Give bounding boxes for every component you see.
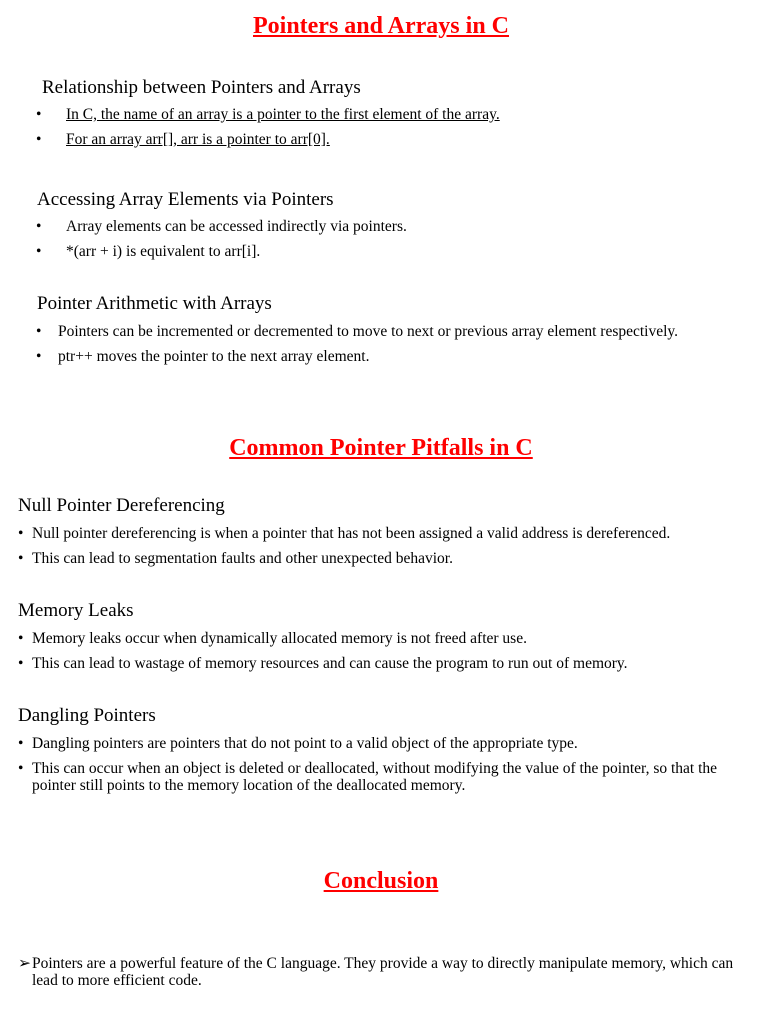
bullet-icon: • bbox=[18, 735, 24, 752]
bullet-list-dangling-pointers bbox=[18, 735, 748, 802]
bullet-list-relationship bbox=[36, 106, 736, 156]
section-title-pitfalls: Common Pointer Pitfalls in C bbox=[229, 435, 533, 461]
bullet-list-arithmetic bbox=[36, 323, 746, 373]
list-item: • This can lead to segmentation faults and other unexpected behavior. bbox=[18, 550, 453, 567]
heading-accessing: Accessing Array Elements via Pointers bbox=[37, 189, 334, 210]
bullet-icon: • bbox=[18, 630, 24, 647]
bullet-icon: • bbox=[36, 131, 42, 148]
list-item: • Dangling pointers are pointers that do not point to a valid object of the appropriate type. bbox=[18, 735, 578, 752]
section-title-conclusion: Conclusion bbox=[323, 868, 439, 894]
bullet-icon: • bbox=[36, 243, 42, 260]
list-item: • This can occur when an object is deleted or deallocated, without modifying the value of the pointer, so that the pointer still points to the memory location of the deallocated memory. bbox=[18, 760, 718, 794]
bullet-list-accessing bbox=[36, 218, 736, 268]
list-item: • Array elements can be accessed indirectly via pointers. bbox=[36, 218, 407, 235]
bullet-list-memory-leaks bbox=[18, 630, 748, 680]
list-item: ➢ Pointers are a powerful feature of the C language. They provide a way to directly manipulate memory, which can lead to more efficient code. bbox=[18, 955, 734, 989]
list-item: • This can lead to wastage of memory resources and can cause the program to run out of memory. bbox=[18, 655, 628, 672]
heading-memory-leaks: Memory Leaks bbox=[18, 600, 134, 621]
bullet-icon: • bbox=[36, 106, 42, 123]
section-title-pointers-arrays: Pointers and Arrays in C bbox=[252, 13, 509, 39]
list-item: • For an array arr[], arr is a pointer to arr[0]. bbox=[36, 131, 330, 148]
heading-relationship: Relationship between Pointers and Arrays bbox=[42, 77, 361, 98]
list-item: • Null pointer dereferencing is when a pointer that has not been assigned a valid address is dereferenced. bbox=[18, 525, 671, 542]
bullet-icon: • bbox=[18, 655, 24, 672]
bullet-icon: • bbox=[18, 760, 24, 777]
list-item: • Pointers can be incremented or decremented to move to next or previous array element respectively. bbox=[36, 323, 679, 340]
bullet-icon: • bbox=[36, 348, 42, 365]
list-item: • *(arr + i) is equivalent to arr[i]. bbox=[36, 243, 261, 260]
heading-null-pointer: Null Pointer Dereferencing bbox=[18, 495, 225, 516]
bullet-icon: • bbox=[18, 550, 24, 567]
list-item: • Memory leaks occur when dynamically allocated memory is not freed after use. bbox=[18, 630, 527, 647]
heading-dangling-pointers: Dangling Pointers bbox=[18, 705, 156, 726]
bullet-list-null-pointer bbox=[18, 525, 748, 575]
list-item: • ptr++ moves the pointer to the next array element. bbox=[36, 348, 370, 365]
bullet-icon: • bbox=[18, 525, 24, 542]
bullet-list-conclusion bbox=[18, 955, 748, 997]
bullet-icon: • bbox=[36, 323, 42, 340]
arrow-bullet-icon: ➢ bbox=[18, 955, 31, 972]
list-item: • In C, the name of an array is a pointer to the first element of the array. bbox=[36, 106, 500, 123]
heading-arithmetic: Pointer Arithmetic with Arrays bbox=[37, 293, 272, 314]
bullet-icon: • bbox=[36, 218, 42, 235]
